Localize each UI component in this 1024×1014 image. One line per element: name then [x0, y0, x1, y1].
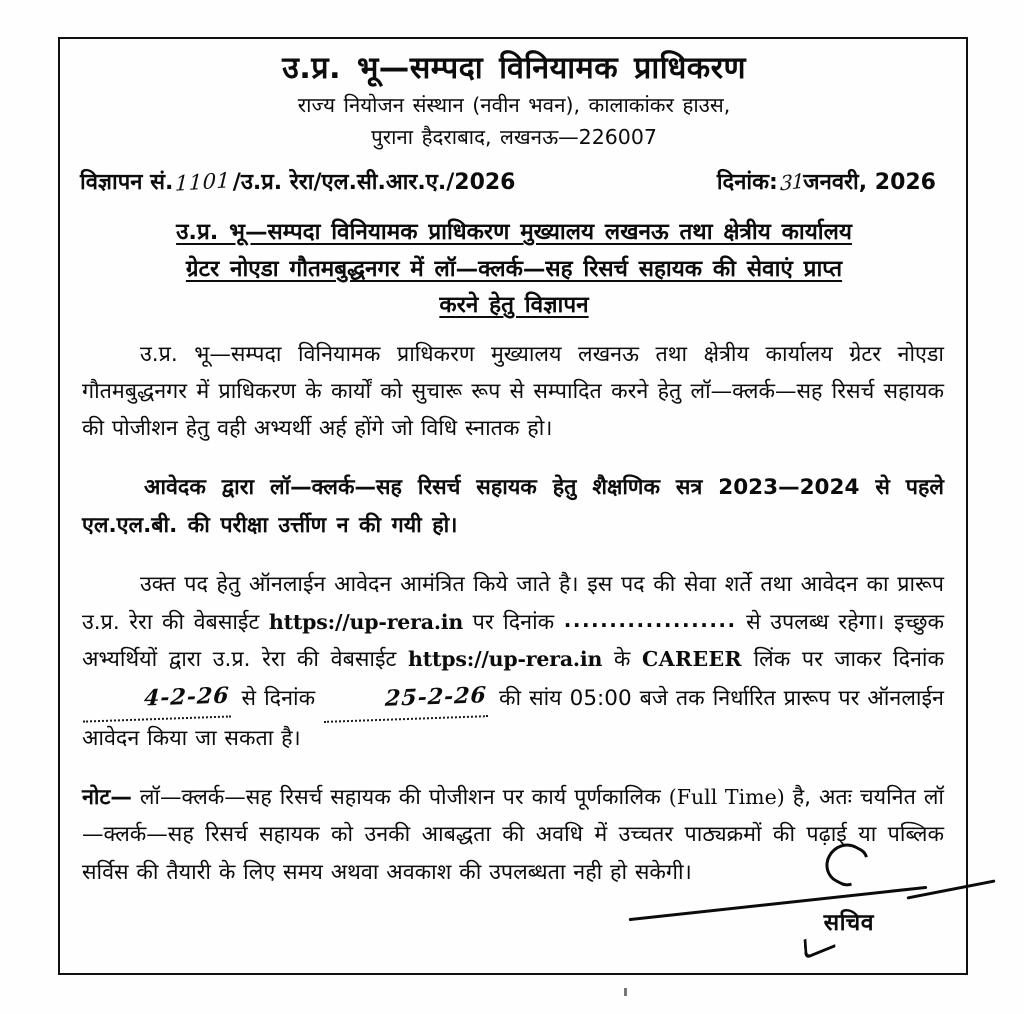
p3-text-f: से दिनांक	[233, 685, 324, 711]
blank-date-placeholder: ...................	[563, 608, 737, 633]
website-url-first[interactable]: https://up-rera.in	[268, 610, 464, 635]
p3-text-g: की सांय 05:00 बजे तक निर्धारित प्रारूप पर ऑनलाईन आवेदन किया जा सकता है।	[82, 685, 944, 752]
advertisement-number	[80, 166, 516, 196]
date-month-year: जनवरी, 2026	[803, 170, 936, 196]
note-label: नोट—	[82, 785, 132, 810]
paragraph-application-process	[80, 566, 948, 758]
website-url-second[interactable]: https://up-rera.in	[408, 647, 603, 672]
organization-address-line-2: पुराना हैदराबाद, लखनऊ—226007	[371, 124, 657, 149]
scan-artifact-mark	[624, 988, 627, 996]
date-label: दिनांक:	[716, 170, 778, 196]
reference-date-row	[80, 166, 948, 196]
notice-content	[60, 39, 966, 973]
signature-block	[610, 843, 940, 961]
p3-text-d: के	[602, 647, 642, 673]
notice-border-frame	[58, 37, 968, 975]
note-text-a: लॉ—क्लर्क—सह रिसर्च सहायक की पोजीशन पर कार्य पूर्णकालिक	[131, 785, 669, 810]
handwritten-end-date: 25-2-26	[324, 676, 490, 723]
p3-text-b: पर दिनांक	[463, 610, 564, 636]
p3-text-e: लिंक पर जाकर दिनांक	[741, 647, 945, 673]
organization-address-line-1: राज्य नियोजन संस्थान (नवीन भवन), कालाकांकर हाउस,	[297, 92, 731, 117]
subject-line-3: करने हेतु विज्ञापन	[439, 292, 589, 319]
signature-flourish-stroke	[804, 927, 836, 959]
subject-line-2: ग्रेटर नोएडा गौतमबुद्धनगर में लॉ—क्लर्क—सह रिसर्च सहायक की सेवाएं प्राप्त	[185, 255, 843, 282]
paragraph-eligibility: उ.प्र. भू—सम्पदा विनियामक प्राधिकरण मुख्यालय लखनऊ तथा क्षेत्रीय कार्यालय ग्रेटर नोएडा गौतमबुद्धनगर में प्राधिकरण के कार्यों को सुचारू रूप से सम्पादित करने हेतु लॉ—क्लर्क—सह रिसर्च सहायक की पोजीशन हेतु वही अभ्यर्थी अर्ह होंगे जो विधि स्नातक हो।	[82, 341, 944, 442]
signature-loop-stroke	[818, 836, 873, 892]
full-time-label: (Full Time)	[668, 785, 785, 809]
p3-text-c: से उपलब्ध रहेगा। इच्छुक अभ्यर्थियों द्वारा उ.प्र. रेरा की वेबसाईट	[82, 610, 945, 673]
organization-title: उ.प्र. भू—सम्पदा विनियामक प्राधिकरण	[282, 51, 746, 86]
handwritten-advertisement-number: 1101	[174, 168, 232, 197]
signature-underline-stroke	[629, 886, 928, 922]
paragraph-academic-session: आवेदक द्वारा लॉ—क्लर्क—सह रिसर्च सहायक हेतु शैक्षणिक सत्र 2023—2024 से पहले एल.एल.बी. की परीक्षा उर्त्तीण न की गयी हो।	[82, 475, 944, 538]
note-text-b: है, अतः चयनित लॉ—क्लर्क—सह रिसर्च सहायक को उनकी आबद्धता की अवधि में उच्चतर पाठ्यक्रमों की पढ़ाई या पब्लिक सर्विस की तैयारी के लिए समय अथवा अवकाश की उपलब्धता नही हो सकेगी।	[82, 785, 945, 885]
advertisement-number-label: विज्ञापन सं.	[80, 170, 174, 196]
signatory-designation: सचिव	[823, 910, 874, 936]
career-link-label[interactable]: CAREER	[641, 647, 742, 672]
subject-heading	[80, 214, 948, 323]
p3-text-a: उक्त पद हेतु ऑनलाईन आवेदन आमंत्रित किये जाते है। इस पद की सेवा शर्ते तथा आवेदन का प्रारूप उ.प्र. रेरा की वेबसाईट	[82, 571, 944, 636]
notice-date	[717, 166, 942, 196]
handwritten-start-date: 4-2-26	[83, 676, 233, 723]
subject-line-1: उ.प्र. भू—सम्पदा विनियामक प्राधिकरण मुख्यालय लखनऊ तथा क्षेत्रीय कार्यालय	[176, 219, 852, 246]
handwritten-date-day: 31	[779, 168, 804, 196]
advertisement-number-suffix: /उ.प्र. रेरा/एल.सी.आर.ए./2026	[232, 170, 516, 196]
